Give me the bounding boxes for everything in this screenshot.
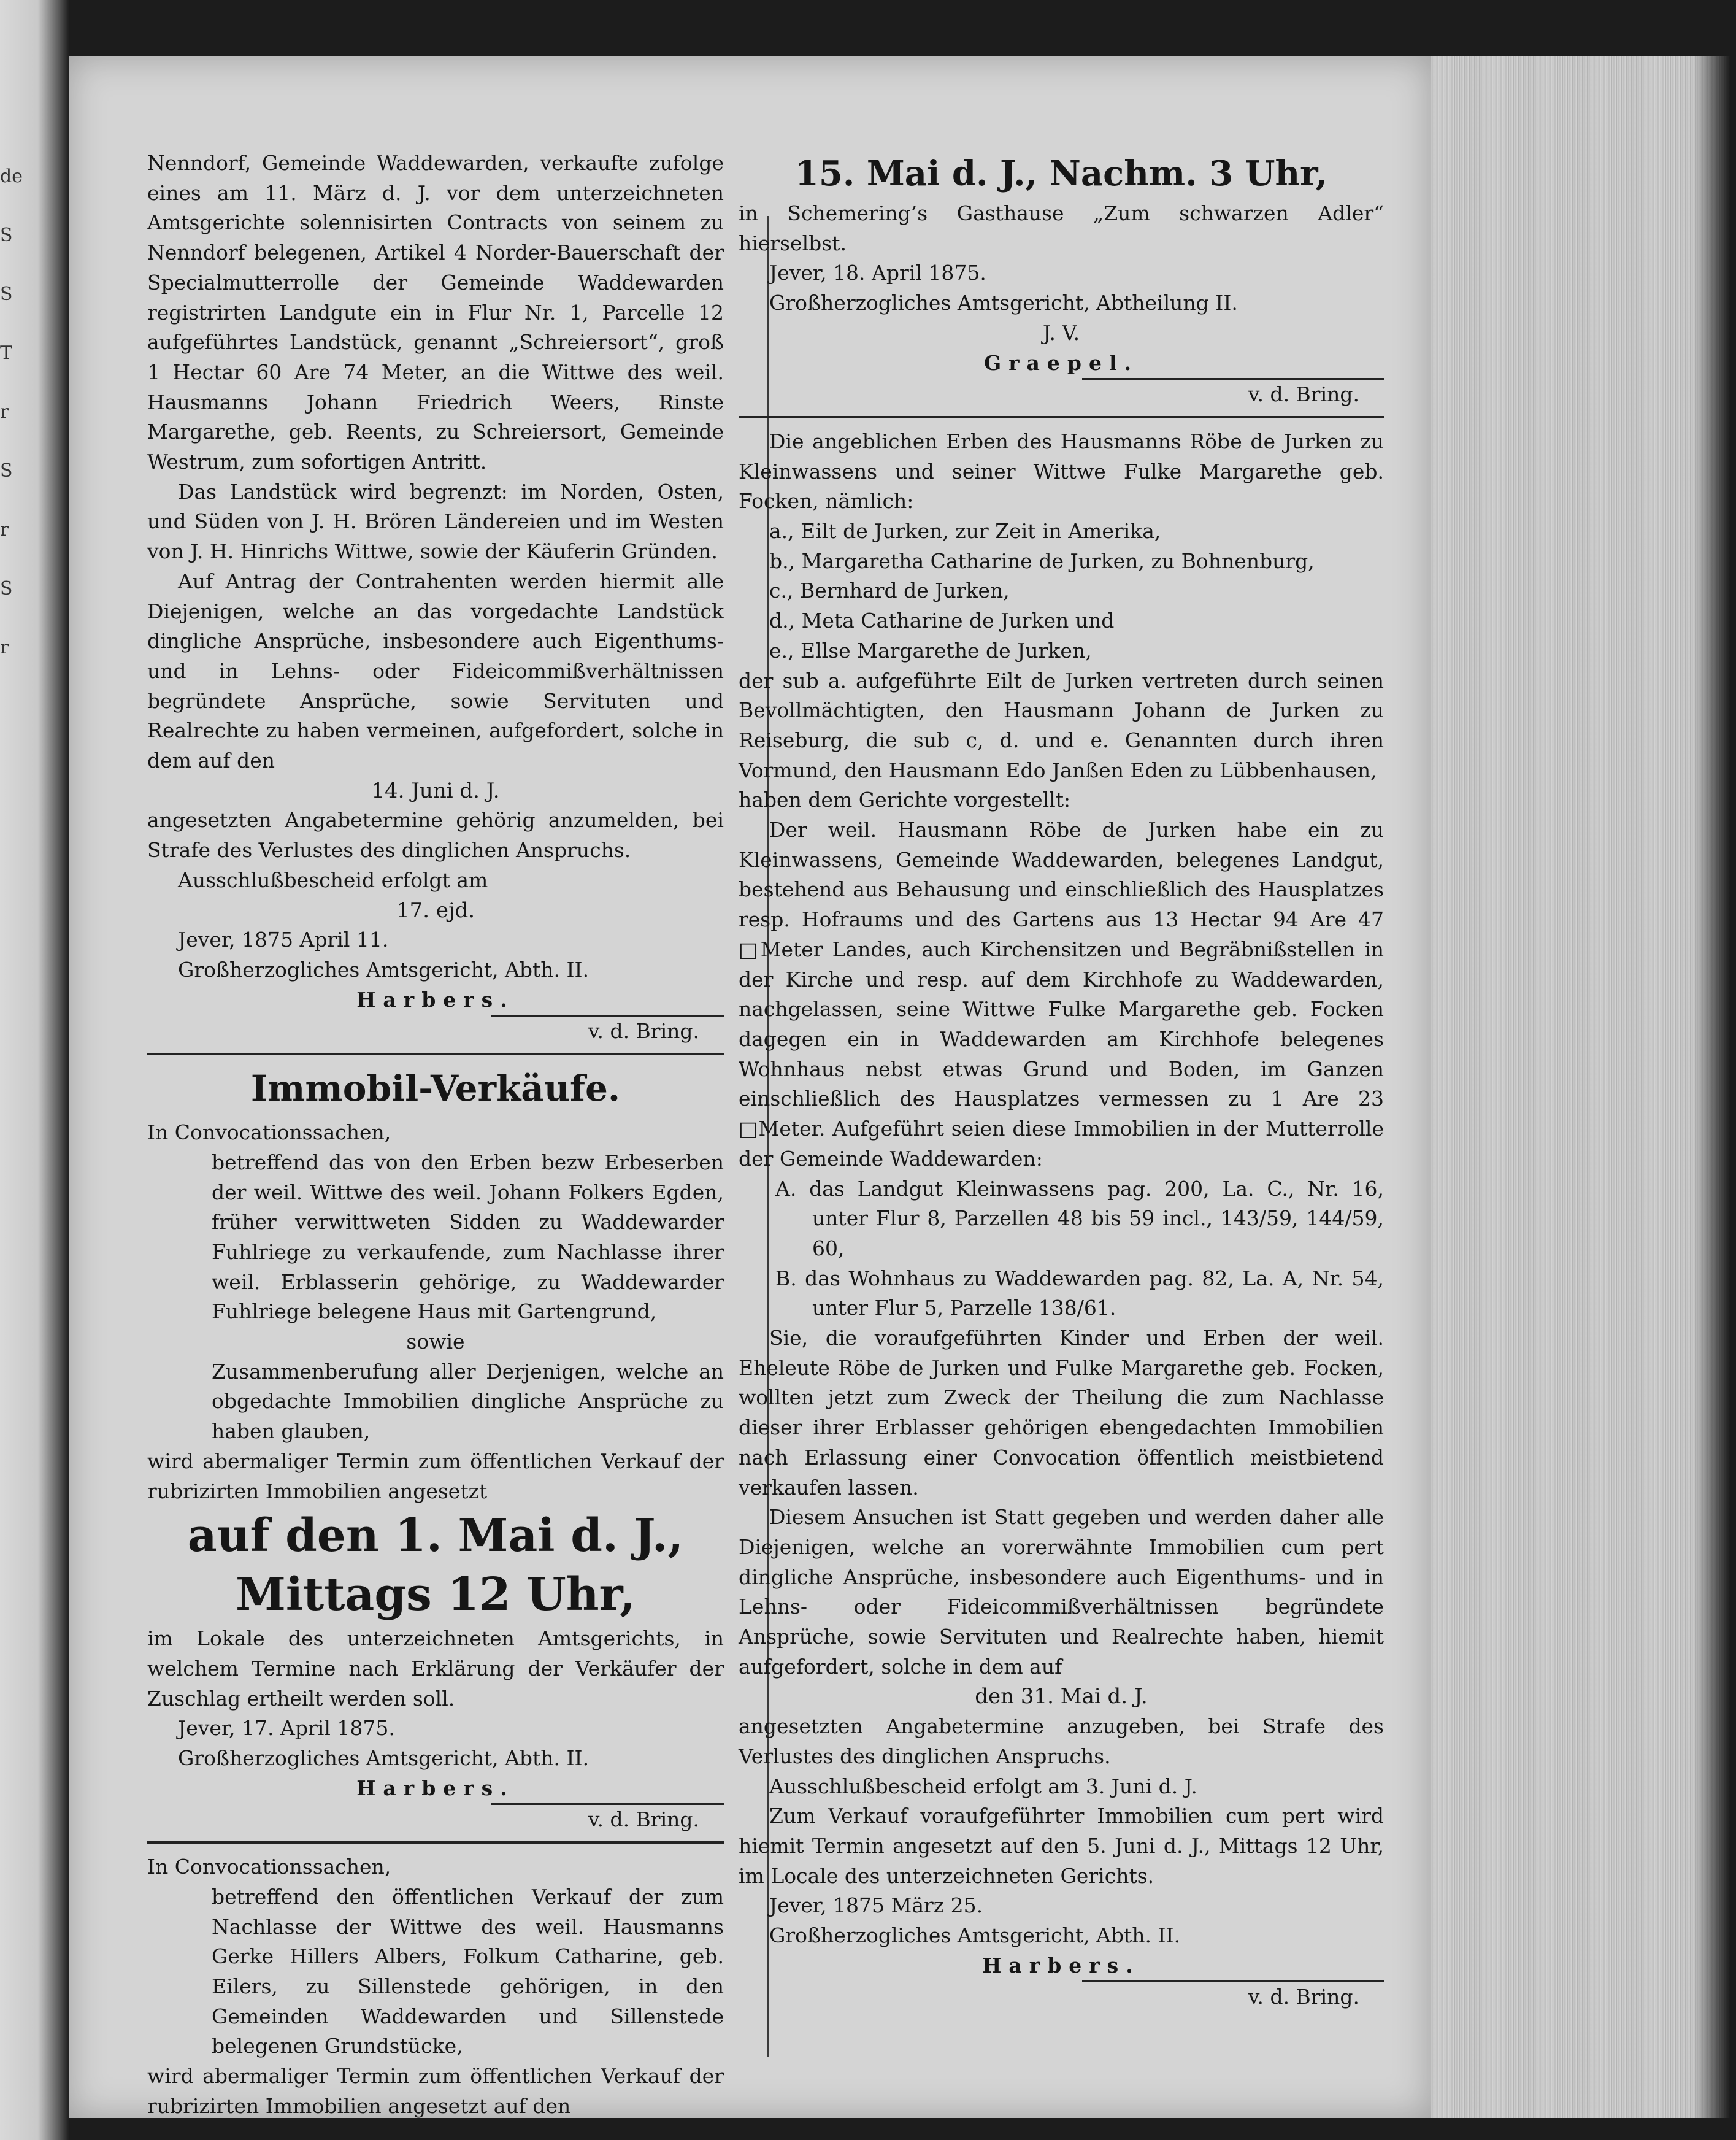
property-item: A. das Landgut Kleinwassens pag. 200, La. C., Nr. 16, unter Flur 8, Parzellen 48 bis 59 incl., 143/59, 144/59, 60, xyxy=(775,1176,1384,1260)
signer: v. d. Bring. xyxy=(1082,1980,1384,2012)
notice-text: betreffend den öffentlichen Verkauf der zum Nachlasse der Wittwe des weil. Hausmanns Gerke Hillers Albers, Folkum Catharine, geb. Eilers, zu Sillenstede gehörigen, in den Gemeinden Waddewarden und Sillenstede belegenen Grundstücke, xyxy=(212,1884,724,2058)
heir-item: c., Bernhard de Jurken, xyxy=(769,579,1010,603)
notice-text: In Convocationssachen, xyxy=(147,1855,391,1879)
margin-fragment: r xyxy=(0,637,9,658)
previous-page-margin-text xyxy=(0,147,25,677)
heir-item: e., Ellse Margarethe de Jurken, xyxy=(769,638,1092,663)
auction-datetime: 15. Mai d. J., Nachm. 3 Uhr, xyxy=(794,153,1328,194)
section-rule xyxy=(739,416,1384,418)
signer: v. d. Bring. xyxy=(491,1803,724,1835)
auction-time: Mittags 12 Uhr, xyxy=(236,1568,636,1622)
notice-text: In Convocationssachen, xyxy=(147,1120,391,1145)
heir-item: a., Eilt de Jurken, zur Zeit in Amerika, xyxy=(769,519,1161,544)
notice-text: angesetzten Angabetermine gehörig anzumelden, bei Strafe des Verlustes des dinglichen Anspruchs. xyxy=(147,808,724,863)
notice-text: wird abermaliger Termin zum öffentlichen Verkauf der rubrizirten Immobilien angesetzt auf den xyxy=(147,2064,724,2118)
notice-text: Das Landstück wird begrenzt: im Norden, Osten, und Süden von J. H. Brören Ländereien und im Westen von J. H. Hinrichs Wittwe, sowie der Käuferin Gründen. xyxy=(147,479,724,564)
notice-text: Die angeblichen Erben des Hausmanns Röbe de Jurken zu Kleinwassens und seiner Wittwe Fulke Margarethe geb. Focken, nämlich: xyxy=(739,429,1384,514)
notice-text: betreffend das von den Erben bezw Erbeserben der weil. Wittwe des weil. Johann Folkers Egden, früher verwittweten Sidden zu Waddewarder Fuhlriege zu verkaufende, zum Nachlasse ihrer weil. Erblasserin gehörige, zu Waddewarder Fuhlriege belegene Haus mit Gartengrund, xyxy=(212,1150,724,1324)
notice-text: angesetzten Angabetermine anzugeben, bei Strafe des Verlustes des dinglichen Anspruchs. xyxy=(739,1714,1384,1768)
margin-fragment: de xyxy=(0,166,23,187)
margin-fragment: S xyxy=(0,578,13,599)
margin-fragment: r xyxy=(0,401,9,423)
deadline-date: den 31. Mai d. J. xyxy=(975,1684,1148,1709)
court-name: Großherzogliches Amtsgericht, Abth. II. xyxy=(178,957,590,982)
notice-text: wird abermaliger Termin zum öffentlichen Verkauf der rubrizirten Immobilien angesetzt xyxy=(147,1449,724,1503)
court-name: Großherzogliches Amtsgericht, Abth. II. xyxy=(769,1923,1181,1948)
notice-text: Zusammenberufung aller Derjenigen, welche an obgedachte Immobilien dingliche Ansprüche zu haben glauben, xyxy=(212,1359,724,1444)
book-page-edges xyxy=(1411,56,1730,2118)
notice-text: Diesem Ansuchen ist Statt gegeben und werden daher alle Diejenigen, welche an vorerwähnte Immobilien cum pert dingliche Ansprüche, insbesondere auch Eigenthums- und in Lehns- oder Fideicommißverhältnissen begründete Ansprüche, sowie Servituten und Realrechte haben, hiemit aufgefordert, solche in dem auf xyxy=(739,1505,1384,1679)
court-name: Großherzogliches Amtsgericht, Abtheilung II. xyxy=(769,291,1238,315)
notice-text: im Lokale des unterzeichneten Amtsgerichts, in welchem Termine nach Erklärung der Verkäufer der Zuschlag ertheilt werden soll. xyxy=(147,1626,724,1711)
margin-fragment: S xyxy=(0,283,13,305)
notice-text: sowie xyxy=(406,1330,465,1354)
signer: v. d. Bring. xyxy=(1082,378,1384,410)
signature: Harbers. xyxy=(356,987,515,1012)
notice-text: Zum Verkauf voraufgeführter Immobilien cum pert wird hiemit Termin angesetzt auf den 5. Juni d. J., Mittags 12 Uhr, im Locale des unterzeichneten Gerichts. xyxy=(739,1804,1384,1888)
notice-text: haben dem Gerichte vorgestellt: xyxy=(739,788,1071,812)
notice-text: Der weil. Hausmann Röbe de Jurken habe ein zu Kleinwassens, Gemeinde Waddewarden, belegenes Landgut, bestehend aus Behausung und einschließlich des Hausplatzes resp. Hofraums und des Gartens aus 13 Hectar 94 Are 47 □Meter Landes, auch Kirchensitzen und Begräbnißstellen in der Kirche und resp. auf dem Kirchhofe zu Waddewarden, nachgelassen, seine Wittwe Fulke Margarethe geb. Focken dagegen ein in Waddewarden am Kirchhofe belegenes Wohnhaus nebst etwas Grund und Boden, im Ganzen einschließlich des Hausplatzes vermessen zu 1 Are 23 □Meter. Aufgeführt seien diese Immobilien in der Mutterrolle der Gemeinde Waddewarden: xyxy=(739,818,1384,1171)
margin-fragment: S xyxy=(0,225,13,246)
notice-text: Nenndorf, Gemeinde Waddewarden, verkaufte zufolge eines am 11. März d. J. vor dem unterzeichneten Amtsgerichte solennisirten Contracts von seinem zu Nenndorf belegenen, Artikel 4 Norder-Bauerschaft der Specialmutterrolle der Gemeinde Waddewarden registrirten Landgute ein in Flur Nr. 1, Parcelle 12 aufgeführtes Landstück, genannt „Schreiersort“, groß 1 Hectar 60 Are 74 Meter, an die Wittwe des weil. Hausmanns Johann Friedrich Weers, Rinste Margarethe, geb. Reents, zu Schreiersort, Gemeinde Westrum, zum sofortigen Antritt. xyxy=(147,151,724,474)
margin-fragment: r xyxy=(0,519,9,541)
section-rule xyxy=(147,1841,724,1844)
deadline-date: 17. ejd. xyxy=(396,898,475,923)
section-heading: Immobil-Verkäufe. xyxy=(250,1068,621,1110)
notice-text: Ausschlußbescheid erfolgt am 3. Juni d. J. xyxy=(769,1774,1197,1798)
signature: Graepel. xyxy=(983,350,1139,375)
heir-item: b., Margaretha Catharine de Jurken, zu Bohnenburg, xyxy=(769,548,1315,573)
signer: v. d. Bring. xyxy=(491,1015,724,1047)
heir-item: d., Meta Catharine de Jurken und xyxy=(769,609,1115,633)
signature: Harbers. xyxy=(356,1776,515,1800)
property-item: B. das Wohnhaus zu Waddewarden pag. 82, La. A, Nr. 54, unter Flur 5, Parzelle 138/61. xyxy=(775,1266,1384,1320)
deadline-date: 14. Juni d. J. xyxy=(371,778,500,803)
right-column xyxy=(739,148,1384,2012)
margin-fragment: S xyxy=(0,460,13,482)
signature: Harbers. xyxy=(982,1953,1140,1977)
margin-fragment: T xyxy=(0,342,13,364)
newspaper-page xyxy=(69,56,1431,2118)
left-column xyxy=(147,148,724,2121)
place-date: Jever, 1875 März 25. xyxy=(769,1893,983,1918)
section-rule xyxy=(147,1053,724,1055)
notice-text: der sub a. aufgeführte Eilt de Jurken vertreten durch seinen Bevollmächtigten, den Hausmann Johann de Jurken zu Reiseburg, die sub c, d. und e. Genannten durch ihren Vormund, den Hausmann Edo Janßen Eden zu Lübbenhausen, xyxy=(739,668,1384,782)
place-date: Jever, 18. April 1875. xyxy=(769,261,986,285)
auction-date: auf den 1. Mai d. J., xyxy=(187,1509,684,1563)
notice-text: Auf Antrag der Contrahenten werden hiermit alle Diejenigen, welche an das vorgedachte Landstück dingliche Ansprüche, insbesondere auch Eigenthums- und in Lehns- oder Fideicommißverhältnissen begründete Ansprüche, sowie Servituten und Realrechte zu haben vermeinen, aufgefordert, solche in dem auf den xyxy=(147,569,724,773)
place-date: Jever, 1875 April 11. xyxy=(178,928,389,952)
notice-text: Sie, die voraufgeführten Kinder und Erben der weil. Eheleute Röbe de Jurken und Fulke Margarethe geb. Focken, wollten jetzt zum Zweck der Theilung die zum Nachlasse dieser ihrer Erblasser gehörigen ebengedachten Immobilien nach Erlassung einer Convocation öffentlich meistbietend verkaufen lassen. xyxy=(739,1326,1384,1499)
notice-text: in Schemering’s Gasthause „Zum schwarzen Adler“ hierselbst. xyxy=(739,201,1384,255)
deputy-mark: J. V. xyxy=(1042,320,1080,345)
notice-text: Ausschlußbescheid erfolgt am xyxy=(178,868,488,892)
place-date: Jever, 17. April 1875. xyxy=(178,1716,395,1741)
court-name: Großherzogliches Amtsgericht, Abth. II. xyxy=(178,1746,590,1771)
